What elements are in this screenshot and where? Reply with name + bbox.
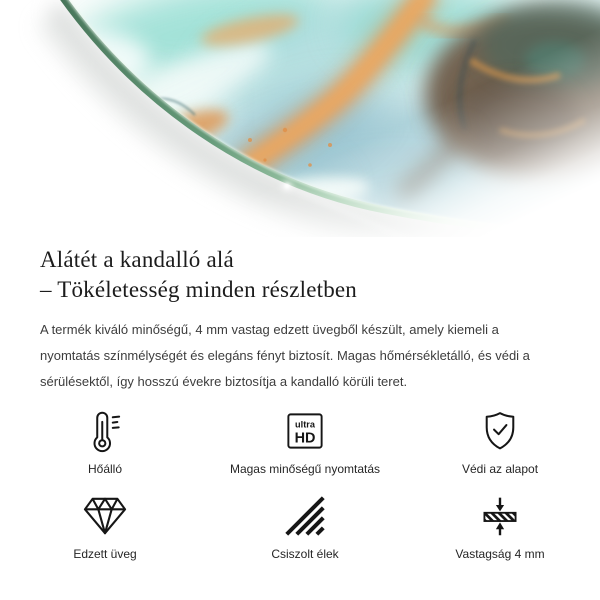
product-info-section (0, 245, 600, 562)
ultra-hd-icon (284, 408, 326, 454)
page-title-line1: Alátét a kandalló alá (40, 247, 234, 272)
feature-thickness (400, 493, 600, 562)
photo-fade (250, 30, 600, 237)
feature-label: Csiszolt élek (271, 547, 339, 561)
feature-polished-edges (210, 493, 400, 562)
shield-check-icon (478, 408, 522, 454)
feature-label: Hőálló (87, 462, 123, 476)
feature-label: Védi az alapot (461, 462, 539, 476)
svg-text:ultra: ultra (295, 419, 315, 430)
feature-label: Edzett üveg (73, 547, 137, 561)
page-title (40, 245, 560, 305)
feature-protects-base (400, 408, 600, 477)
diamond-icon (82, 493, 128, 539)
product-description: A termék kiváló minőségű, 4 mm vastag edzett üvegből készült, amely kiemeli a nyomtatás színmélységét és elegáns fényt biztosít. Magas hőmérsékletálló, és védi a sérülésektől, így hosszú évekre biztosítja a kandalló körüli teret. (40, 322, 530, 389)
feature-label: Vastagság 4 mm (455, 547, 545, 561)
feature-heat-resistant (0, 408, 210, 477)
feature-tempered-glass (0, 493, 210, 562)
polished-edge-icon (284, 493, 326, 539)
feature-grid (0, 408, 600, 562)
thickness-arrows-icon (478, 493, 522, 539)
feature-label: Magas minőségű nyomtatás (229, 462, 381, 476)
thermometer-icon (84, 408, 126, 454)
product-photo (0, 0, 600, 237)
svg-text:HD: HD (294, 430, 316, 447)
glass-plate-image (0, 0, 600, 237)
page-title-line2: – Tökéletesség minden részletben (40, 277, 358, 302)
feature-print-quality (210, 408, 400, 477)
